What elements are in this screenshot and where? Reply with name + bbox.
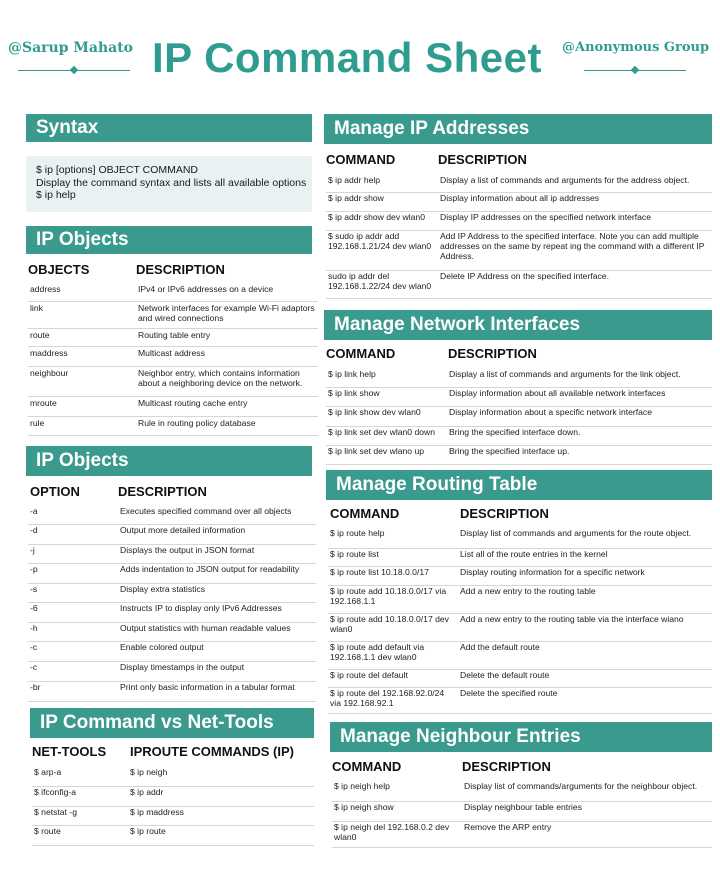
table-row — [332, 822, 712, 848]
table-row — [326, 175, 712, 193]
cell-description: Display extra statistics — [120, 584, 206, 594]
cell-description: Output more detailed information — [120, 525, 246, 535]
table-row — [328, 688, 712, 714]
cell-term: -6 — [30, 603, 38, 613]
cell-description: Bring the specified interface down. — [449, 427, 581, 437]
table-row — [328, 614, 712, 642]
description-col-header: DESCRIPTION — [462, 759, 551, 774]
cell-term: neighbour — [30, 368, 69, 378]
cell-term: $ ip route help — [330, 528, 385, 538]
ip-options-heading: IP Objects — [26, 446, 312, 476]
neighbour-heading: Manage Neighbour Entries — [330, 722, 712, 752]
cell-term: $ ip addr show dev wlan0 — [328, 212, 425, 222]
table-row — [326, 446, 712, 465]
table-row — [328, 528, 712, 549]
nettools-col-header: NET-TOOLS — [32, 744, 107, 759]
cell-term: $ ip link show — [328, 388, 380, 398]
cell-description: Add a new entry to the routing table via the interface wiano — [460, 614, 684, 624]
table-row — [326, 427, 712, 446]
cell-term: -p — [30, 564, 38, 574]
group-handle: @Anonymous Group — [562, 40, 710, 55]
table-row — [28, 682, 316, 702]
cell-description: Adds indentation to JSON output for readability — [120, 564, 300, 574]
page-header — [0, 0, 720, 100]
cell-term: $ ip addr show — [328, 193, 384, 203]
description-col-header: DESCRIPTION — [438, 152, 527, 167]
cell-description: Add the default route — [460, 642, 540, 652]
table-row — [28, 525, 316, 545]
cell-term: $ ip route del default — [330, 670, 408, 680]
author-handle: @Sarup Mahato — [8, 40, 134, 56]
table-row — [326, 369, 712, 388]
cell-description: Display information about all available network interfaces — [449, 388, 666, 398]
table-row — [328, 642, 712, 670]
table-row — [32, 767, 314, 787]
cell-description: Remove the ARP entry — [464, 822, 552, 832]
description-col-header: DESCRIPTION — [118, 484, 207, 499]
cell-description: Rule in routing policy database — [138, 418, 256, 428]
syntax-line: $ ip help — [36, 189, 76, 201]
table-row — [28, 545, 316, 564]
cell-term: $ ip link show dev wlan0 — [328, 407, 421, 417]
syntax-line: Display the command syntax and lists all available options — [36, 176, 307, 189]
cell-description: Display IP addresses on the specified network interface — [440, 212, 651, 222]
table-row — [326, 407, 712, 427]
cell-term: link — [30, 303, 43, 313]
table-row — [28, 642, 316, 662]
cell-description: Display neighbour table entries — [464, 802, 582, 812]
cell-term: route — [30, 330, 50, 340]
cell-term: mroute — [30, 398, 57, 408]
description-col-header: DESCRIPTION — [460, 506, 549, 521]
table-row — [28, 398, 318, 417]
command-col-header: COMMAND — [330, 506, 400, 521]
table-row — [326, 193, 712, 212]
ip-objects-heading: IP Objects — [26, 226, 312, 254]
cell-term: $ ip route add 10.18.0.0/17 dev wlan0 — [330, 614, 449, 634]
cell-term: $ ip addr help — [328, 175, 381, 185]
cell-term: -br — [30, 682, 41, 692]
table-row — [332, 802, 712, 822]
cell-term: $ ip route add default via 192.168.1.1 dev wlan0 — [330, 642, 425, 662]
cell-term: sudo ip addr del 192.168.1.22/24 dev wlan0 — [328, 271, 432, 291]
description-col-header: DESCRIPTION — [448, 346, 537, 361]
cell-description: Delete the specified route — [460, 688, 558, 698]
description-col-header: DESCRIPTION — [136, 262, 225, 277]
cell-description: $ ip addr — [130, 787, 164, 797]
author-underline — [18, 70, 130, 71]
cell-description: Add IP Address to the specified interface. Note you can add multiple addresses on the same by repeat ing the command with a different IP Address. — [440, 231, 705, 261]
table-row — [332, 781, 712, 802]
cell-description: Display a list of commands and arguments for the address object. — [440, 175, 690, 185]
cell-term: $ ip neigh del 192.168.0.2 dev wlan0 — [334, 822, 450, 842]
table-row — [28, 330, 318, 347]
group-underline — [584, 70, 686, 71]
table-row — [28, 603, 316, 623]
cell-description: Multicast address — [138, 348, 205, 358]
cell-description: Display list of commands/arguments for the neighbour object. — [464, 781, 698, 791]
cell-description: $ ip maddress — [130, 807, 184, 817]
manage-ip-heading: Manage IP Addresses — [324, 114, 712, 144]
table-row — [28, 662, 316, 682]
cell-description: Enable colored output — [120, 642, 204, 652]
table-row — [328, 586, 712, 614]
cell-term: $ ip link help — [328, 369, 376, 379]
command-col-header: COMMAND — [326, 152, 396, 167]
table-row — [328, 549, 712, 567]
cell-term: $ ip route list 10.18.0.0/17 — [330, 567, 429, 577]
manage-net-heading: Manage Network Interfaces — [324, 310, 712, 340]
table-row — [326, 271, 712, 299]
table-row — [28, 623, 316, 642]
cell-term: $ ip route add 10.18.0.0/17 via 192.168.1.1 — [330, 586, 447, 606]
cell-description: List all of the route entries in the kernel — [460, 549, 608, 559]
command-col-header: COMMAND — [326, 346, 396, 361]
cell-description: IPv4 or IPv6 addresses on a device — [138, 284, 274, 294]
syntax-line: $ ip [options] OBJECT COMMAND — [36, 164, 199, 176]
routing-heading: Manage Routing Table — [326, 470, 712, 500]
cell-term: $ ip route list — [330, 549, 379, 559]
table-row — [32, 807, 314, 826]
cell-term: $ route — [34, 826, 61, 836]
cell-description: Display timestamps in the output — [120, 662, 245, 672]
cell-term: $ arp-a — [34, 767, 62, 777]
table-row — [28, 284, 318, 302]
table-row — [328, 567, 712, 586]
cell-term: rule — [30, 418, 45, 428]
table-row — [32, 787, 314, 807]
table-row — [28, 584, 316, 603]
vs-nettools-heading: IP Command vs Net-Tools — [30, 708, 314, 738]
objects-col-header: OBJECTS — [28, 262, 90, 277]
table-row — [28, 506, 316, 525]
cell-description: Add a new entry to the routing table — [460, 586, 596, 596]
cell-description: Output statistics with human readable values — [120, 623, 291, 633]
cell-term: -a — [30, 506, 38, 516]
cell-term: $ ifconfig-a — [34, 787, 77, 797]
page-title: IP Command Sheet — [152, 34, 542, 81]
cell-term: -d — [30, 525, 38, 535]
cell-description: Instructs IP to display only IPv6 Addresses — [120, 603, 282, 613]
table-row — [28, 368, 318, 397]
cell-term: -s — [30, 584, 38, 594]
cell-description: $ ip route — [130, 826, 166, 836]
cell-description: Executes specified command over all objects — [120, 506, 292, 516]
cell-description: Bring the specified interface up. — [449, 446, 570, 456]
cell-term: $ ip route del 192.168.92.0/24 via 192.168.92.1 — [330, 688, 445, 708]
cell-term: $ ip neigh help — [334, 781, 390, 791]
cell-term: $ ip link set dev wlan0 down — [328, 427, 436, 437]
cell-description: Display information about all ip addresses — [440, 193, 600, 203]
cell-term: -c — [30, 642, 38, 652]
table-row — [326, 212, 712, 231]
cell-description: Multicast routing cache entry — [138, 398, 248, 408]
command-col-header: COMMAND — [332, 759, 402, 774]
cell-description: Print only basic information in a tabular format — [120, 682, 295, 692]
cell-description: Delete IP Address on the specified interface. — [440, 271, 609, 281]
cell-term: $ netstat -g — [34, 807, 77, 817]
cell-description: Neighbor entry, which contains information about a neighboring device on the network. — [138, 368, 303, 388]
cell-description: Display information about a specific network interface — [449, 407, 653, 417]
table-row — [328, 670, 712, 688]
cell-term: maddress — [30, 348, 68, 358]
table-row — [32, 826, 314, 846]
cell-description: $ ip neigh — [130, 767, 168, 777]
syntax-box — [26, 156, 312, 212]
cell-term: -j — [30, 545, 35, 555]
cell-description: Displays the output in JSON format — [120, 545, 255, 555]
cell-description: Display list of commands and arguments for the route object. — [460, 528, 692, 538]
table-row — [326, 231, 712, 271]
cell-description: Display routing information for a specific network — [460, 567, 645, 577]
table-row — [28, 564, 316, 584]
cell-term: -h — [30, 623, 38, 633]
cell-description: Network interfaces for example Wi-Fi adaptors and wired connections — [138, 303, 315, 323]
cell-description: Delete the default route — [460, 670, 550, 680]
cell-term: $ ip link set dev wlano up — [328, 446, 425, 456]
iproute-col-header: IPROUTE COMMANDS (IP) — [130, 744, 294, 759]
table-row — [326, 388, 712, 407]
cell-term: $ ip neigh show — [334, 802, 394, 812]
table-row — [28, 303, 318, 329]
option-col-header: OPTION — [30, 484, 80, 499]
syntax-heading: Syntax — [26, 114, 312, 142]
cell-term: address — [30, 284, 61, 294]
cell-description: Display a list of commands and arguments for the link object. — [449, 369, 681, 379]
cell-term: $ sudo ip addr add 192.168.1.21/24 dev wlan0 — [328, 231, 432, 251]
cell-description: Routing table entry — [138, 330, 211, 340]
table-row — [28, 348, 318, 367]
cell-term: -c — [30, 662, 38, 672]
table-row — [28, 418, 318, 436]
